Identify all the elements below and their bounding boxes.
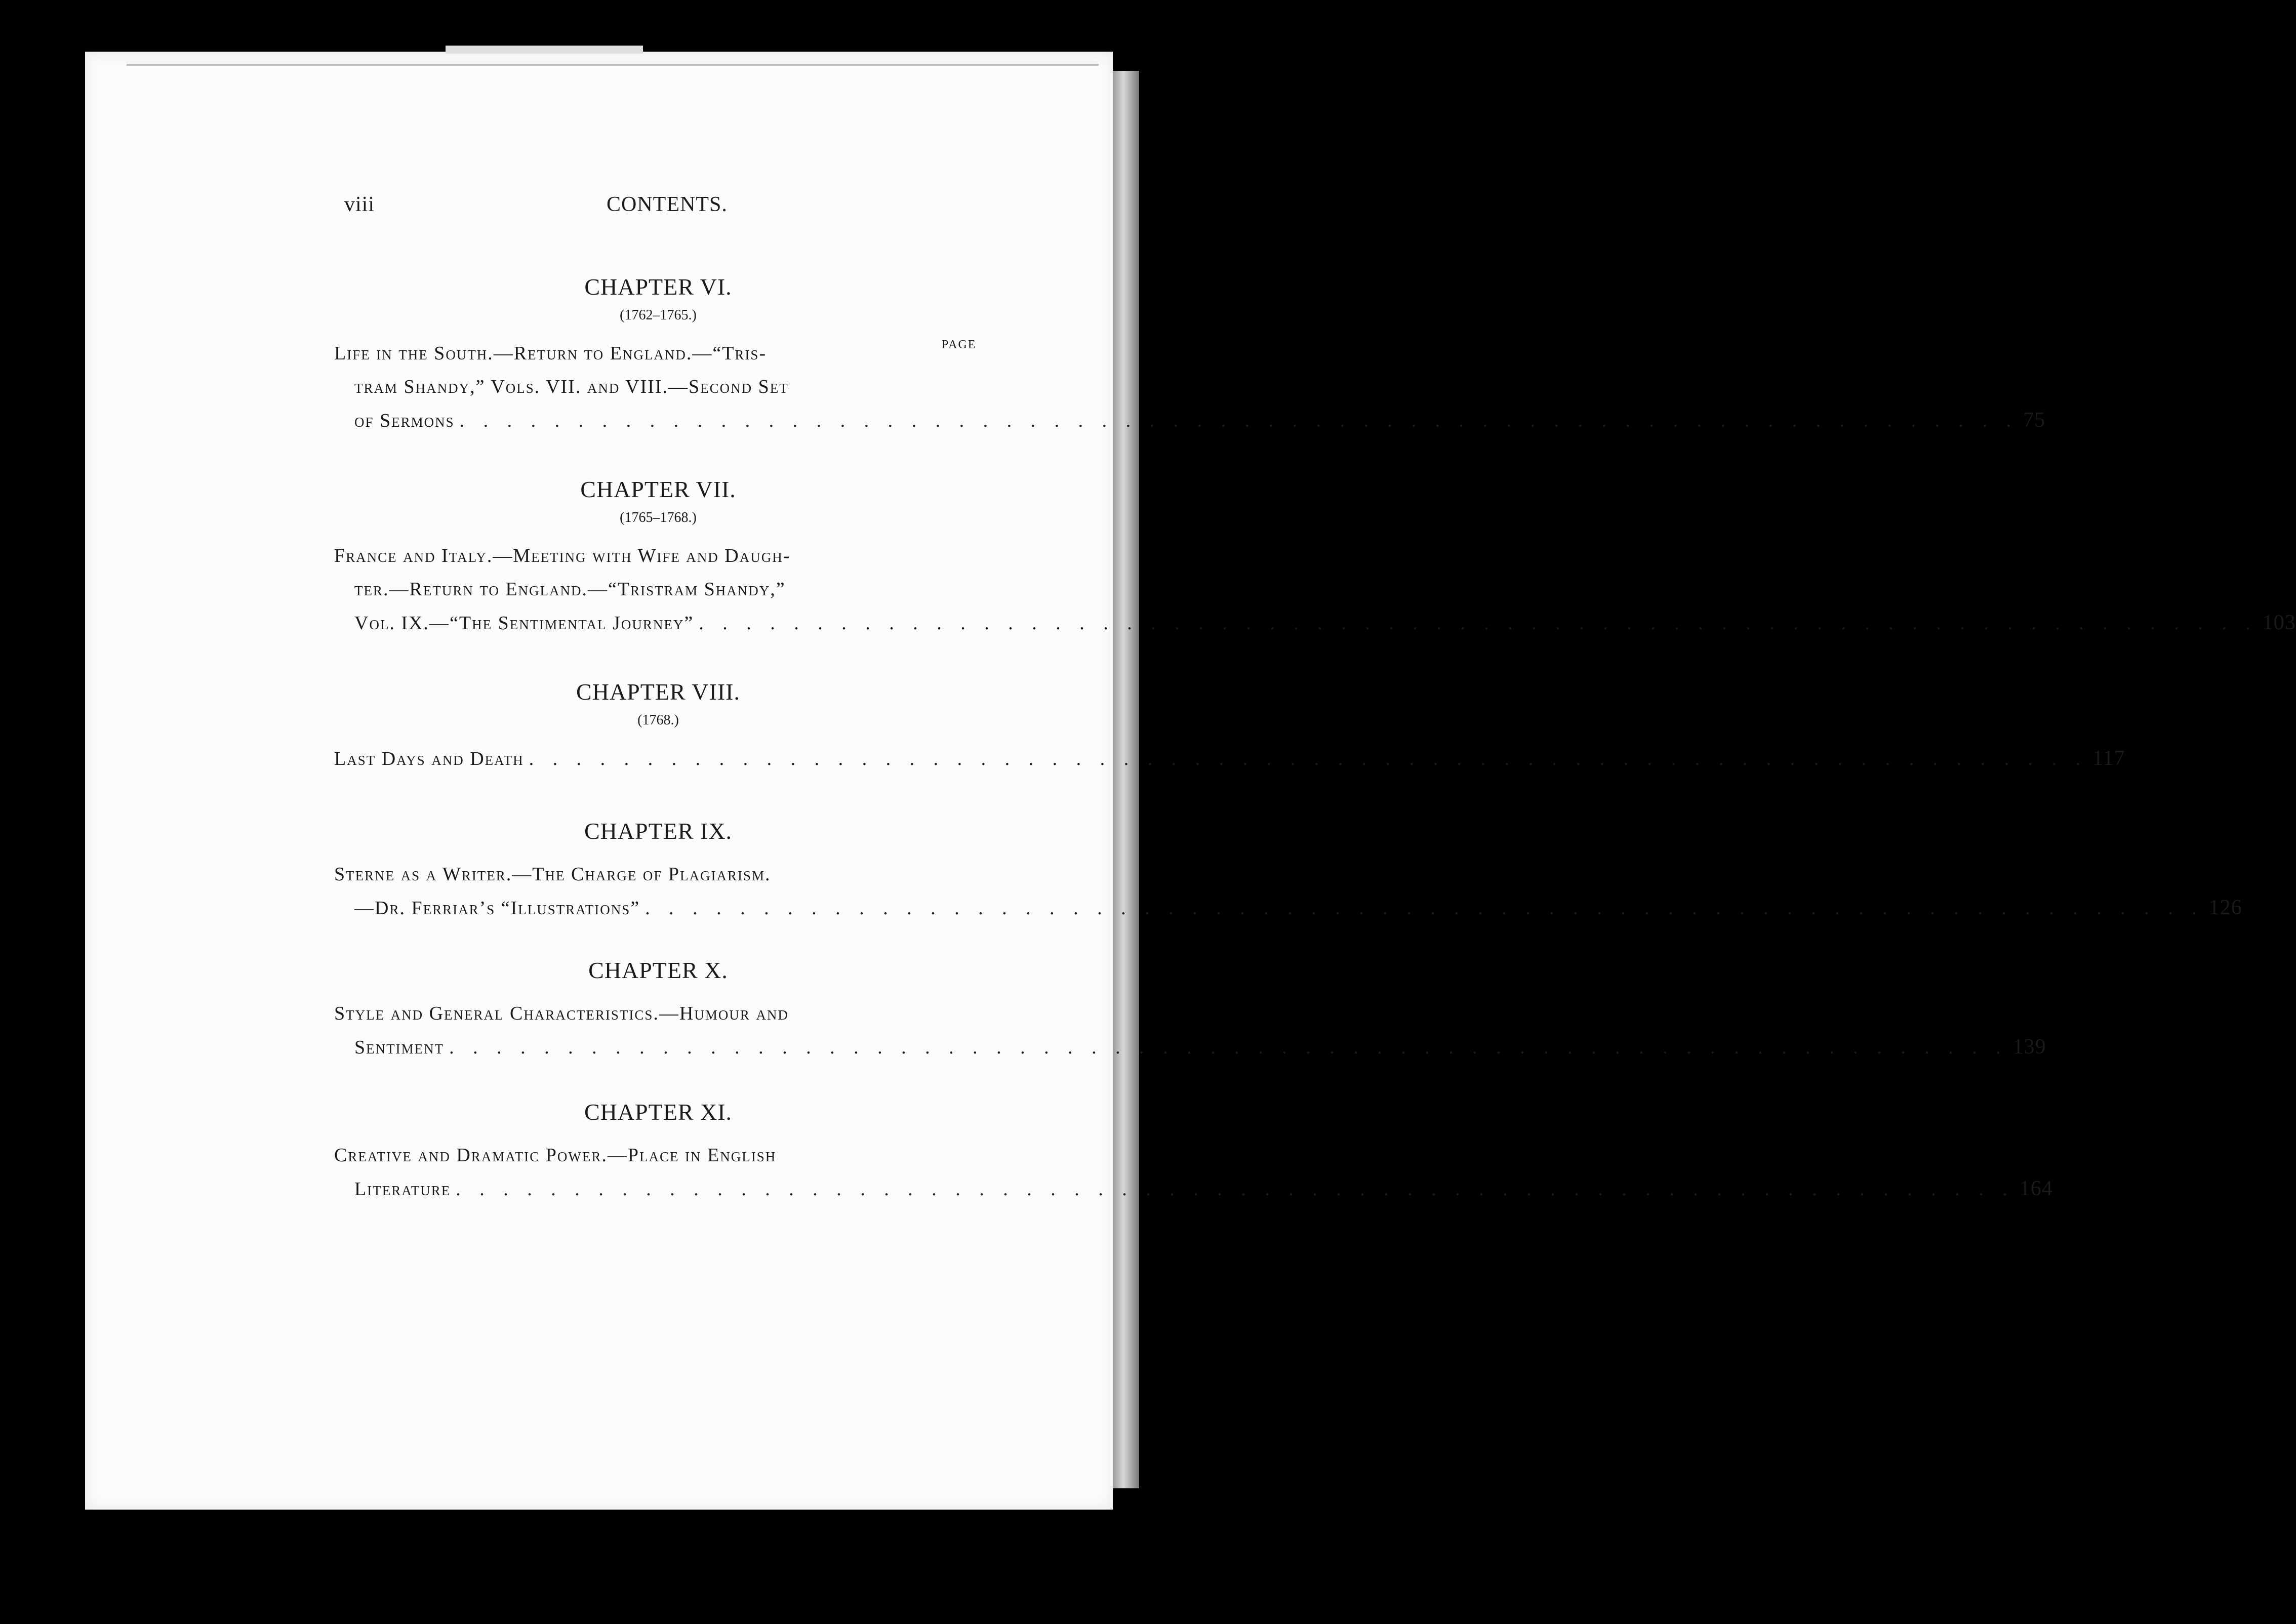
entry-line: of Sermons	[354, 410, 455, 431]
page-column-label: PAGE	[942, 338, 977, 351]
entry-line: France and Italy.—Meeting with Wife and Daugh-	[334, 545, 791, 566]
page-number: 139	[2012, 1035, 2046, 1059]
page-folio: viii	[344, 193, 375, 216]
chapter-dates: (1765–1768.)	[620, 510, 697, 525]
dot-leader: . . . . . . . . . . . . . . . . . . . . . . . . . . . . . . . . . . . . . . . . . . . . . . . . . . . . . . . . . . . . . . . . . .	[645, 898, 2204, 919]
chapter-heading: CHAPTER VII.	[580, 476, 736, 502]
entry-line: Life in the South.—Return to England.—“Tris-	[334, 343, 767, 364]
entry-line: —Dr. Ferriar’s “Illustrations”	[354, 898, 640, 919]
chapter-heading: CHAPTER IX.	[584, 818, 733, 844]
chapter-entry	[334, 539, 2296, 640]
chapter-entry	[334, 997, 2046, 1064]
book-page	[85, 52, 1113, 1510]
entry-last-line	[334, 606, 2296, 640]
entry-last-line	[334, 1172, 2053, 1206]
page-number: 164	[2019, 1177, 2053, 1200]
page-number: 126	[2208, 896, 2242, 919]
running-title: CONTENTS.	[607, 193, 728, 216]
chapter-entry	[334, 337, 2046, 437]
dot-leader: . . . . . . . . . . . . . . . . . . . . . . . . . . . . . . . . . . . . . . . . . . . . . . . . . . . . . . . . . . . . . . . . . .	[456, 1179, 2015, 1200]
entry-line: Creative and Dramatic Power.—Place in English	[334, 1145, 777, 1166]
chapter-ix	[334, 818, 2242, 925]
chapter-vi	[334, 273, 2046, 437]
page-edge	[1113, 71, 1139, 1488]
chapter-dates: (1768.)	[637, 712, 679, 728]
entry-line: Last Days and Death	[334, 748, 524, 769]
top-rule	[127, 64, 1099, 66]
entry-last-line	[334, 891, 2242, 925]
chapter-vii	[334, 476, 2296, 640]
chapter-heading: CHAPTER X.	[588, 957, 728, 983]
dot-leader: . . . . . . . . . . . . . . . . . . . . . . . . . . . . . . . . . . . . . . . . . . . . . . . . . . . . . . . . . . . . . . . . . .	[459, 410, 2019, 431]
entry-line: Sentiment	[354, 1037, 445, 1058]
entry-last-line	[334, 1030, 2046, 1064]
entry-line: Sterne as a Writer.—The Charge of Plagiarism.	[334, 864, 771, 885]
entry-last-line	[334, 403, 2046, 437]
entry-line: Vol. IX.—“The Sentimental Journey”	[354, 613, 694, 634]
dot-leader: . . . . . . . . . . . . . . . . . . . . . . . . . . . . . . . . . . . . . . . . . . . . . . . . . . . . . . . . . . . . . . . . . .	[449, 1037, 2008, 1058]
chapter-x	[334, 957, 2046, 1064]
chapter-heading: CHAPTER VIII.	[576, 679, 740, 705]
page-tab	[446, 46, 643, 54]
entry-line: Style and General Characteristics.—Humour and	[334, 1003, 789, 1024]
page-number: 117	[2092, 747, 2125, 770]
chapter-entry	[334, 1139, 2053, 1206]
chapter-xi	[334, 1099, 2053, 1206]
page-number: 75	[2023, 409, 2046, 432]
dot-leader: . . . . . . . . . . . . . . . . . . . . . . . . . . . . . . . . . . . . . . . . . . . . . . . . . . . . . . . . . . . . . . . . . .	[699, 613, 2258, 634]
chapter-viii	[334, 678, 2125, 776]
chapter-entry	[334, 742, 2125, 776]
entry-line: ter.—Return to England.—“Tristram Shandy,”	[354, 579, 786, 600]
chapter-heading: CHAPTER XI.	[584, 1099, 733, 1125]
chapter-heading: CHAPTER VI.	[584, 274, 732, 300]
chapter-entry	[334, 858, 2242, 925]
dot-leader: . . . . . . . . . . . . . . . . . . . . . . . . . . . . . . . . . . . . . . . . . . . . . . . . . . . . . . . . . . . . . . . . . .	[529, 748, 2088, 769]
chapter-dates: (1762–1765.)	[620, 307, 697, 323]
entry-line: tram Shandy,” Vols. VII. and VIII.—Second Set	[354, 376, 789, 397]
page-number: 103	[2262, 611, 2296, 634]
entry-line: Literature	[354, 1179, 451, 1200]
entry-last-line	[334, 742, 2125, 776]
